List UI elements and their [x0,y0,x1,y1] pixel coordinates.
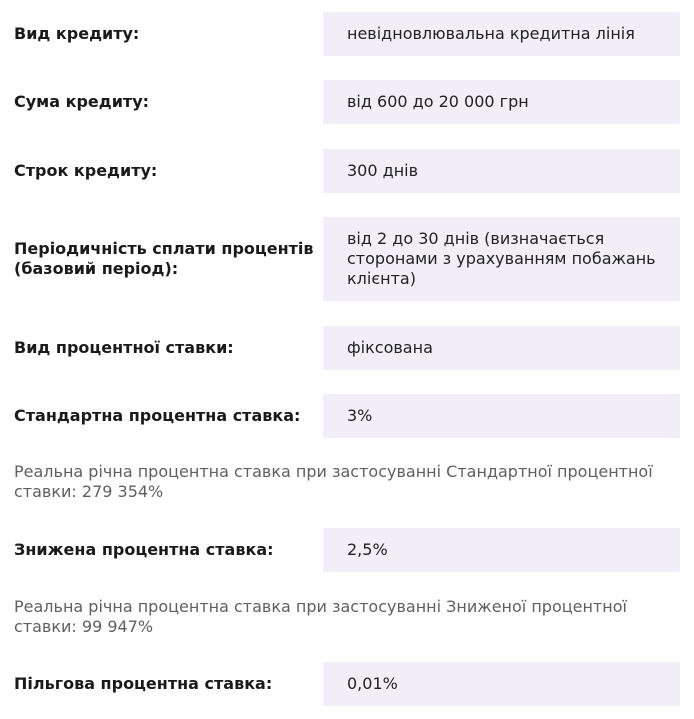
interest-payment-frequency-label: Періодичність сплати процентів (базовий період): [14,239,314,278]
preferential-rate-value: 0,01% [323,662,680,706]
reduced-rate-value: 2,5% [323,528,680,572]
credit-type-label: Вид кредиту: [14,24,140,43]
standard-rate-value: 3% [323,394,680,438]
credit-term-label: Строк кредиту: [14,161,158,180]
credit-amount-value: від 600 до 20 000 грн [323,80,680,124]
credit-type-value: невідновлювальна кредитна лінія [323,12,680,56]
reduced-rate-real-annual-note: Реальна річна процентна ставка при застосуванні Зниженої процентної ставки: 99 947% [14,597,627,636]
credit-term-value: 300 днів [323,149,680,193]
standard-rate-label: Стандартна процентна ставка: [14,406,301,425]
reduced-rate-label: Знижена процентна ставка: [14,540,274,559]
credit-amount-label: Сума кредиту: [14,92,150,111]
interest-payment-frequency-value: від 2 до 30 днів (визначається сторонами з урахуванням побажань клієнта) [323,217,680,301]
preferential-rate-label: Пільгова процентна ставка: [14,674,273,693]
interest-rate-type-value: фіксована [323,326,680,370]
interest-rate-type-label: Вид процентної ставки: [14,338,234,357]
standard-rate-real-annual-note: Реальна річна процентна ставка при застосуванні Стандартної процентної ставки: 279 354% [14,462,653,501]
